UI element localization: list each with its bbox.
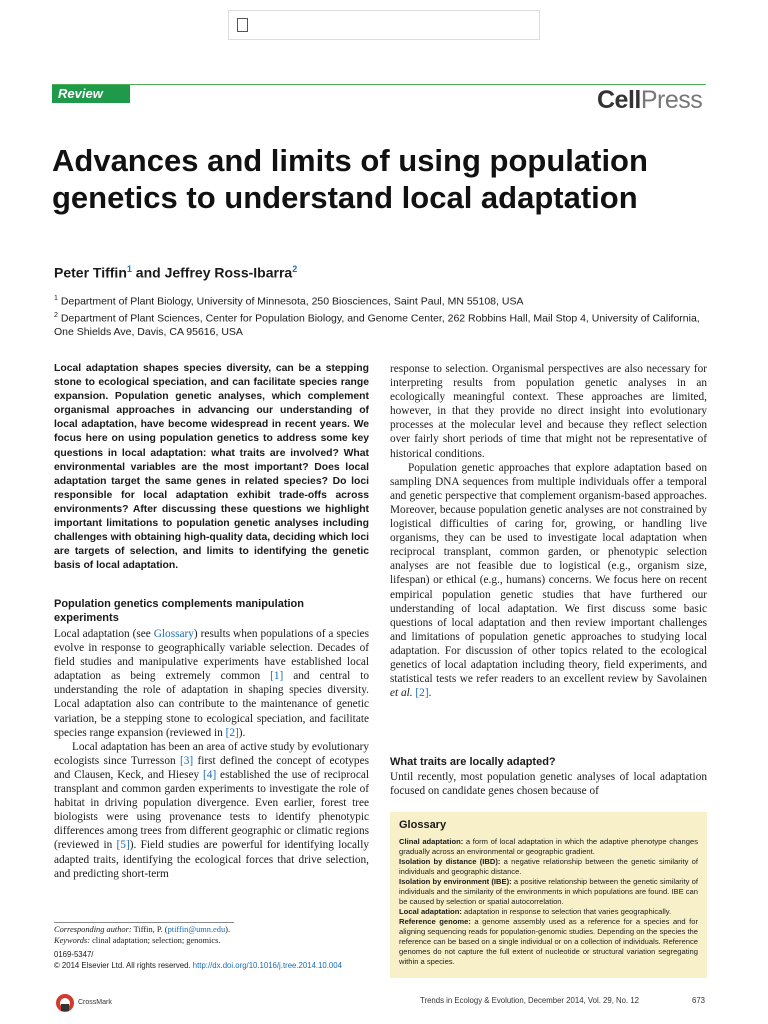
author-affil-mark[interactable]: 2 (292, 264, 298, 274)
paragraph: Local adaptation has been an area of active study by evolutionary ecologists since Turresson [3] first defined the concept of ecotypes and Clausen, Keck, and Hiesey [4] established the use of reciprocal transplant and common garden experiments to investigate the role of habitat in driving population divergence. Even earlier, forest tree biologists were using provenance tests to identify phenotypic differences among trees from different geographic or climatic regions (reviewed in [5]). Field studies are powerful for identifying locally adapted traits, identifying the ecological forces that drive selection, and predicting short-term (54, 740, 369, 880)
section-heading: What traits are locally adapted? (390, 756, 556, 768)
glossary-box (390, 812, 707, 978)
citation-link[interactable]: [2] (415, 687, 429, 700)
left-column-body (54, 627, 369, 881)
doi-link[interactable]: http://dx.doi.org/10.1016/j.tree.2014.10.004 (192, 961, 342, 970)
affiliations (54, 292, 714, 340)
email-link[interactable]: ptiffin@umn.edu (167, 925, 226, 934)
paragraph: Population genetic approaches that explore adaptation based on sampling DNA sequences from multiple individuals offer a temporal and genetic perspective that complement organism-based approaches. Moreover, because population genetic analyses are not constrained by logistical difficulties of caring for, growing, or handling live organisms, they can be used to investigate local adaptation when reciprocal transplant, common garden, or phenotypic selection analyses are not feasible due to logistical (e.g., organism size, lifespan) or ethical (e.g., humans) concerns. We focus here on recent empirical population genetic studies that have furthered our understanding of local adaptation. We first discuss some basic questions of local adaptation and then review important challenges and limitations of population genetic approaches to studying local adaptation. For discussion of other topics related to the ecological genetics of local adaptation including theory, field experiments, and statistical tests we refer readers to an excellent review by Savolainen et al. [2]. (390, 461, 707, 700)
citation-link[interactable]: [5] (116, 839, 130, 852)
keywords: Keywords: clinal adaptation; selection; genomics. (54, 936, 221, 945)
glossary-entry: Reference genome: a genome assembly used as a reference for a species and for aligning sequencing reads for population-genomic studies. Depending on the species the reference can be based on a single individual or on a collection of individuals. Reference genomes do not capture the full extent of nucleotide or structural variation segregating within a species. (399, 917, 698, 966)
citation-link[interactable]: [2] (225, 726, 239, 739)
publisher-logo-bold: Cell (597, 86, 641, 114)
affiliation: $^1$ Department of Plant Biology, University of Minnesota, 250 Biosciences, Saint Paul, MN 55108, USA (54, 295, 524, 308)
header-rule (52, 84, 706, 85)
placeholder-icon (237, 18, 248, 32)
publisher-logo (597, 86, 702, 115)
author-name: Jeffrey Ross-Ibarra (164, 264, 293, 281)
page-number: 673 (692, 996, 706, 1005)
publisher-logo-light: Press (640, 86, 703, 114)
crossmark-label: CrossMark (78, 999, 112, 1006)
author-joiner: and (131, 264, 165, 281)
copyright-block (54, 949, 384, 971)
author-affil-mark[interactable]: 1 (126, 264, 132, 274)
glossary-title: Glossary (399, 819, 447, 831)
top-frame (228, 10, 540, 40)
corresponding-author: Corresponding author: Tiffin, P. (ptiffin@umn.edu). (54, 925, 231, 934)
glossary-entry: Isolation by environment (IBE): a positive relationship between the genetic similarity of individuals and the similarity of the environments in which populations are found. IBE can be caused by selection or spatial autocorrelation. (399, 877, 698, 906)
glossary-link[interactable]: Glossary (153, 628, 194, 640)
paragraph: Local adaptation (see Glossary) results when populations of a species evolve in response to geographically variable selection. Decades of field studies and manipulative experiments have established local adaptation as being extremely common [1] and central to understanding the role of adaptation in shaping species diversity. Local adaptation also can contribute to the maintenance of genetic variation, be a stepping stone to ecological speciation, and facilitate species range expansion (reviewed in [2]). (54, 628, 369, 739)
right-column-body (390, 362, 707, 700)
citation-link[interactable]: [4] (203, 768, 217, 781)
issn: 0169-5347/ (54, 950, 94, 959)
footnote-rule (54, 922, 234, 923)
author-list (54, 264, 297, 281)
citation-link[interactable]: [1] (270, 670, 284, 683)
glossary-entry: Local adaptation: adaptation in response to selection that varies geographically. (399, 907, 672, 916)
abstract: Local adaptation shapes species diversity, can be a stepping stone to ecological speciation, and can facilitate species range expansion. Population genetic analyses, which complement organismal approaches in advancing our understanding of local adaptation, have become widespread in recent years. We focus here on using population genetics to address some key questions in local adaptation: what traits are involved? What environmental variables are the most important? Does local adaptation target the same genes in related species? Do loci responsible for local adaptation exhibit trade-offs across environments? After discussing these questions we highlight important limitations to population genetic analyses including challenges with obtaining high-quality data, deciding which loci are targets of selection, and limits to identifying the genetic basis of local adaptation. (54, 363, 369, 572)
section-heading: Population genetics complements manipulation experiments (54, 598, 304, 624)
citation-link[interactable]: [3] (179, 754, 194, 767)
glossary-entry: Isolation by distance (IBD): a negative relationship between the genetic similarity of individuals and geographic distance. (399, 857, 698, 876)
paragraph: response to selection. Organismal perspectives are also necessary for interpreting results from population genetic analyses in an ecologically meaningful context. These approaches are limited, however, in that they provide no direct insight into evolutionary processes at the molecular level and because they reflect selection over fairly short periods of time that might not be representative of historical conditions. (390, 363, 707, 460)
glossary-entry: Clinal adaptation: a form of local adaptation in which the adaptive phenotype changes gradually across an environmental or geographic gradient. (399, 837, 698, 856)
paragraph: Until recently, most population genetic analyses of local adaptation focused on candidate genes chosen because of (390, 771, 707, 798)
article-title: Advances and limits of using population genetics to understand local adaptation (52, 143, 648, 215)
copyright: © 2014 Elsevier Ltd. All rights reserved. http://dx.doi.org/10.1016/j.tree.2014.10.004 (54, 961, 342, 970)
article-type-badge: Review (52, 85, 130, 103)
affiliation: $^2$ Department of Plant Sciences, Center for Population Biology, and Genome Center, 262 Robbins Hall, Mail Stop 4, University of California, One Shields Ave, Davis, CA 95616, USA (54, 312, 700, 338)
footnotes (54, 924, 369, 946)
journal-citation: Trends in Ecology & Evolution, December 2014, Vol. 29, No. 12 (420, 996, 640, 1005)
author-name: Peter Tiffin (54, 264, 127, 281)
